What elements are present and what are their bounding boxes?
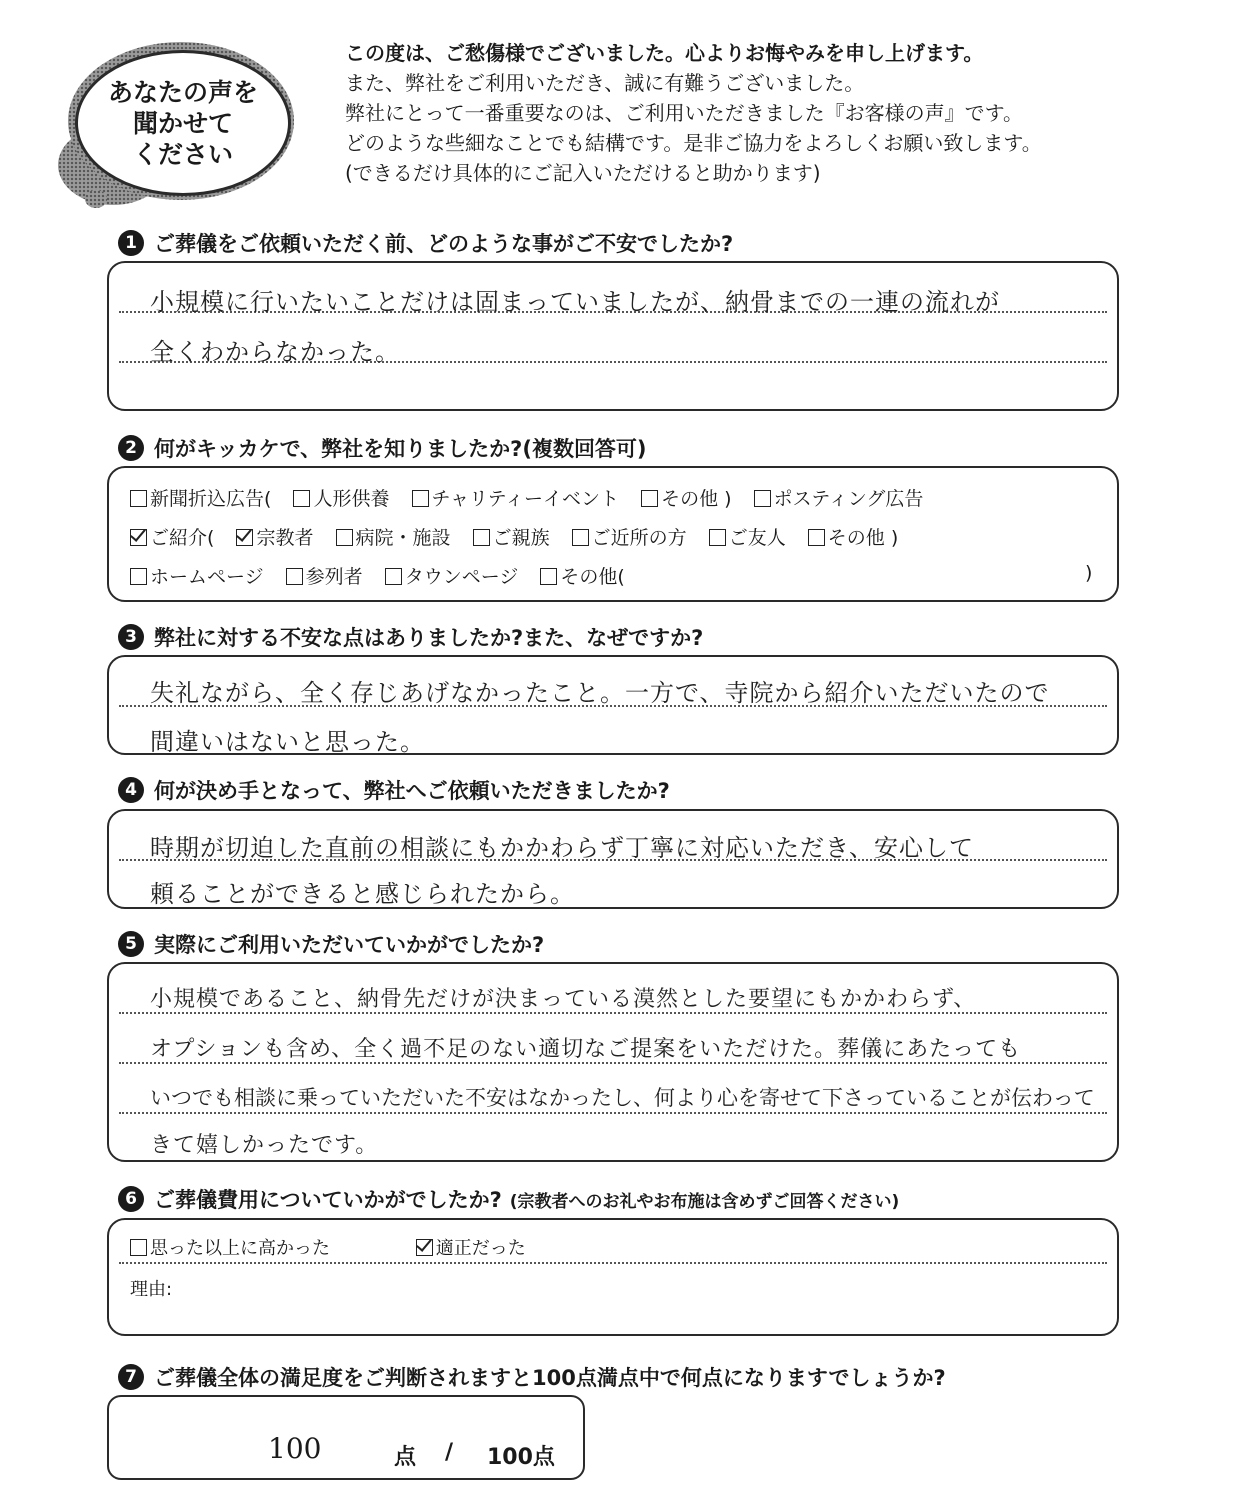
option-label: 宗教者: [256, 527, 314, 549]
checkbox-icon[interactable]: [130, 490, 147, 507]
answer-1-line: 全くわからなかった。: [150, 338, 400, 366]
question-text: ご葬儀費用についていかがでしたか?: [154, 1188, 502, 1212]
question-text: 何がキッカケで、弊社を知りましたか?(複数回答可): [154, 437, 647, 461]
score-unit: 点: [394, 1445, 417, 1470]
answer-5-line: いつでも相談に乗っていただいた不安はなかったし、何より心を寄せて下さっていることが伝わって: [150, 1086, 1095, 1110]
option-referral[interactable]: [130, 523, 214, 550]
question-7-title: [118, 1362, 946, 1392]
option-posting[interactable]: [754, 484, 924, 511]
question-number: 1: [118, 230, 144, 256]
option-label: ご友人: [728, 527, 786, 549]
checkbox-checked-icon[interactable]: [416, 1239, 433, 1256]
options-row: [130, 523, 914, 550]
question-3-title: [118, 622, 703, 652]
option-other-2[interactable]: [808, 523, 898, 550]
question-4-title: [118, 775, 670, 805]
answer-4-line: 頼ることができると感じられたから。: [150, 880, 575, 908]
option-charity[interactable]: [412, 484, 620, 511]
score-max: 100点: [487, 1445, 555, 1470]
checkbox-icon[interactable]: [286, 568, 303, 585]
question-5-title: [118, 929, 544, 959]
bubble-shadow-small: [85, 190, 107, 208]
option-doll[interactable]: [293, 484, 389, 511]
answer-1-line: 小規模に行いたいことだけは固まっていましたが、納骨までの一連の流れが: [150, 288, 1000, 316]
bubble-line: ください: [132, 139, 233, 169]
answer-5-line: きて嬉しかったです。: [150, 1133, 379, 1158]
dotted-line: [119, 1112, 1107, 1114]
option-attendee[interactable]: [286, 562, 363, 589]
intro-text: [345, 38, 1042, 188]
option-friends[interactable]: [709, 523, 786, 550]
option-label: ご紹介(: [150, 527, 215, 549]
reason-label: 理由:: [130, 1279, 173, 1300]
question-number: 4: [118, 777, 144, 803]
question-text: 弊社に対する不安な点はありましたか?また、なぜですか?: [154, 626, 704, 650]
options-row: [130, 484, 939, 511]
bubble-line: 聞かせて: [132, 108, 233, 138]
option-newspaper[interactable]: [130, 484, 271, 511]
score-value: 100: [268, 1432, 322, 1465]
option-label: ホームページ: [150, 566, 264, 588]
option-label: 人形供養: [313, 488, 390, 510]
option-other-3[interactable]: [540, 562, 624, 589]
score-slash: /: [445, 1440, 454, 1465]
option-too-expensive[interactable]: [130, 1234, 330, 1260]
intro-line: 弊社にとって一番重要なのは、ご利用いただきました『お客様の声』です。: [345, 101, 1023, 125]
option-label: ご親族: [492, 527, 550, 549]
option-label: その他(: [560, 566, 625, 588]
question-text: ご葬儀をご依頼いただく前、どのような事がご不安でしたか?: [154, 232, 734, 256]
checkbox-icon[interactable]: [709, 529, 726, 546]
option-label: ポスティング広告: [773, 488, 924, 510]
paren-close: ): [1085, 562, 1093, 584]
option-appropriate[interactable]: [416, 1234, 526, 1260]
option-relatives[interactable]: [473, 523, 550, 550]
options-row: [130, 562, 641, 589]
checkbox-icon[interactable]: [385, 568, 402, 585]
checkbox-checked-icon[interactable]: [130, 529, 147, 546]
option-label: タウンページ: [404, 566, 519, 588]
option-label: 参列者: [305, 566, 363, 588]
option-religious[interactable]: [236, 523, 313, 550]
question-text: ご葬儀全体の満足度をご判断されますと100点満点中で何点になりますでしょうか?: [154, 1366, 946, 1390]
question-number: 3: [118, 624, 144, 650]
option-label: ご近所の方: [591, 527, 687, 549]
checkbox-icon[interactable]: [572, 529, 589, 546]
option-label: その他 ): [827, 527, 899, 549]
checkbox-icon[interactable]: [336, 529, 353, 546]
question-2-title: [118, 433, 647, 463]
option-label: 適正だった: [435, 1238, 526, 1259]
option-label: 思った以上に高かった: [150, 1238, 330, 1259]
intro-line: また、弊社をご利用いただき、誠に有難うございました。: [345, 71, 865, 95]
question-6-title: [118, 1184, 899, 1214]
checkbox-icon[interactable]: [473, 529, 490, 546]
intro-line: どのような些細なことでも結構です。是非ご協力をよろしくお願い致します。: [345, 131, 1042, 155]
option-neighbors[interactable]: [572, 523, 687, 550]
question-1-title: [118, 228, 733, 258]
bubble-line: あなたの声を: [107, 77, 258, 107]
option-homepage[interactable]: [130, 562, 264, 589]
option-label: その他 ): [661, 488, 732, 510]
checkbox-icon[interactable]: [808, 529, 825, 546]
question-number: 5: [118, 931, 144, 957]
checkbox-icon[interactable]: [130, 1239, 147, 1256]
question-number: 6: [118, 1186, 144, 1212]
options-row: [130, 1234, 542, 1260]
question-text: 実際にご利用いただいていかがでしたか?: [154, 933, 545, 957]
answer-3-line: 間違いはないと思った。: [150, 728, 425, 756]
option-hospital[interactable]: [336, 523, 451, 550]
voice-bubble: [75, 50, 291, 196]
answer-5-line: オプションも含め、全く過不足のない適切なご提案をいただけた。葬儀にあたっても: [150, 1037, 1022, 1062]
checkbox-icon[interactable]: [412, 490, 429, 507]
dotted-line: [119, 1262, 1107, 1264]
option-other-1[interactable]: [641, 484, 731, 511]
checkbox-icon[interactable]: [130, 568, 147, 585]
intro-line: (できるだけ具体的にご記入いただけると助かります): [345, 161, 821, 185]
question-number: 7: [118, 1364, 144, 1390]
option-label: チャリティーイベント: [431, 488, 620, 510]
option-label: 新聞折込広告(: [150, 488, 272, 510]
answer-5-line: 小規模であること、納骨先だけが決まっている漠然とした要望にもかかわらず、: [150, 987, 977, 1012]
answer-3-line: 失礼ながら、全く存じあげなかったこと。一方で、寺院から紹介いただいたので: [150, 679, 1050, 707]
option-label: 病院・施設: [355, 527, 451, 549]
question-text: 何が決め手となって、弊社へご依頼いただきましたか?: [154, 779, 670, 803]
checkbox-icon[interactable]: [754, 490, 771, 507]
question-note: (宗教者へのお礼やお布施は含めずご回答ください): [509, 1191, 900, 1212]
intro-line: この度は、ご愁傷様でございました。心よりお悔やみを申し上げます。: [345, 41, 984, 65]
question-number: 2: [118, 435, 144, 461]
checkbox-icon[interactable]: [293, 490, 310, 507]
checkbox-checked-icon[interactable]: [236, 529, 253, 546]
answer-4-line: 時期が切迫した直前の相談にもかかわらず丁寧に対応いただき、安心して: [150, 834, 975, 862]
checkbox-icon[interactable]: [641, 490, 658, 507]
checkbox-icon[interactable]: [540, 568, 557, 585]
option-townpage[interactable]: [385, 562, 519, 589]
